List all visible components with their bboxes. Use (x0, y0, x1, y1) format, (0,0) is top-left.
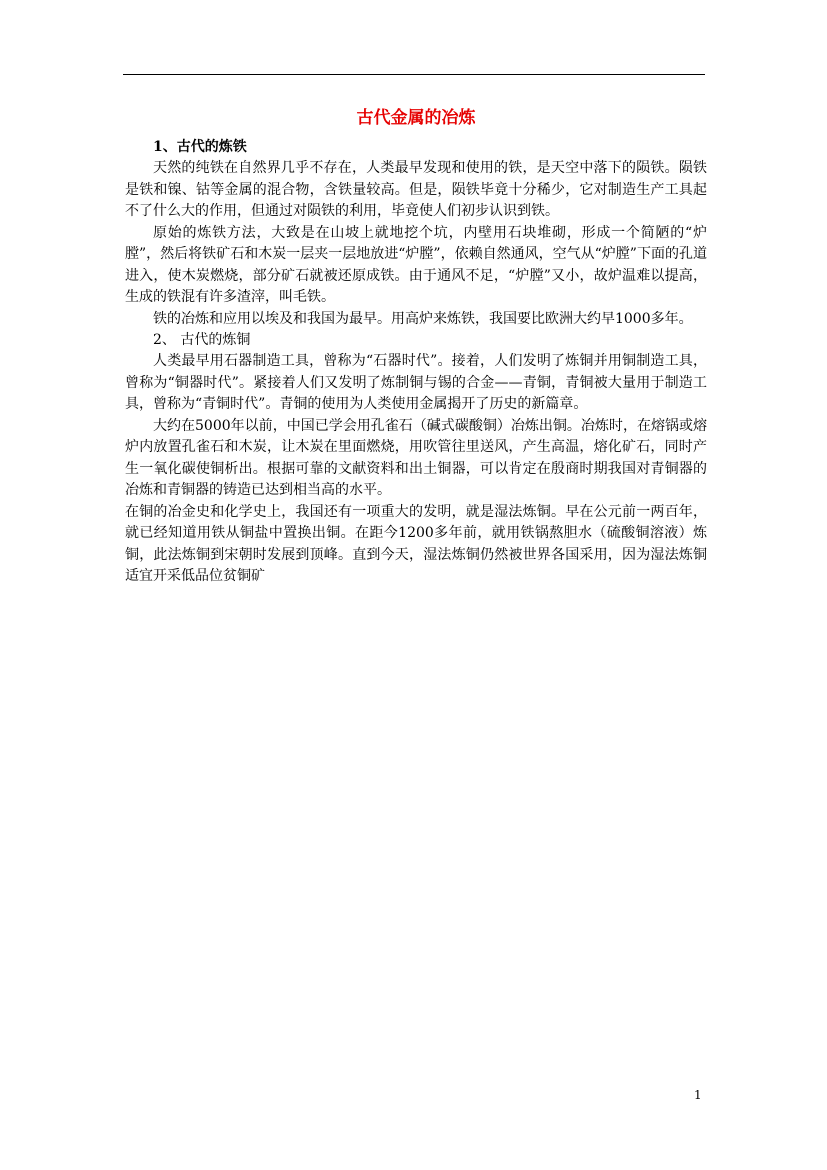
section-heading-iron: 1、古代的炼铁 (153, 139, 247, 155)
section-heading-copper: 2、 古代的炼铜 (153, 332, 251, 348)
paragraph: 铁的冶炼和应用以埃及和我国为最早。用高炉来炼铁，我国要比欧洲大约早1000多年。 (153, 310, 693, 327)
paragraph: 人类最早用石器制造工具，曾称为“石器时代”。接着，人们发明了炼铜并用铜制造工具，曾称为“铜器时代”。紧接着人们又发明了炼制铜与锡的合金——青铜，青铜被大量用于制造工具，曾称为“青铜时代”。青铜的使用为人类使用金属揭开了历史的新篇章。 (125, 353, 707, 412)
section-iron (125, 137, 707, 330)
section-copper (125, 330, 707, 588)
document-title: 古代金属的冶炼 (356, 108, 476, 128)
paragraph: 天然的纯铁在自然界几乎不存在，人类最早发现和使用的铁，是天空中落下的陨铁。陨铁是铁和镍、钴等金属的混合物，含铁量较高。但是，陨铁毕竟十分稀少，它对制造生产工具起不了什么大的作用，但通过对陨铁的利用，毕竟使人们初步认识到铁。 (125, 160, 707, 219)
header-rule (123, 74, 705, 75)
document-body (125, 106, 707, 588)
paragraph: 大约在5000年以前，中国已学会用孔雀石（碱式碳酸铜）冶炼出铜。冶炼时，在熔锅或熔炉内放置孔雀石和木炭，让木炭在里面燃烧，用吹管往里送风，产生高温，熔化矿石，同时产生一氧化碳使铜析出。根据可靠的文献资料和出土铜器，可以肯定在殷商时期我国对青铜器的冶炼和青铜器的铸造已达到相当高的水平。 (125, 417, 707, 498)
page-number: 1 (694, 1088, 702, 1102)
paragraph: 原始的炼铁方法，大致是在山坡上就地挖个坑，内壁用石块堆砌，形成一个简陋的“炉膛”，然后将铁矿石和木炭一层夹一层地放进“炉膛”，依赖自然通风，空气从“炉膛”下面的孔道进入，使木炭燃烧，部分矿石就被还原成铁。由于通风不足，“炉膛”又小，故炉温难以提高，生成的铁混有许多渣滓，叫毛铁。 (125, 224, 707, 305)
paragraph: 在铜的冶金史和化学史上，我国还有一项重大的发明，就是湿法炼铜。早在公元前一两百年，就已经知道用铁从铜盐中置换出铜。在距今1200多年前，就用铁锅熬胆水（硫酸铜溶液）炼铜，此法炼铜到宋朝时发展到顶峰。直到今天，湿法炼铜仍然被世界各国采用，因为湿法炼铜适宜开采低品位贫铜矿 (125, 503, 707, 584)
